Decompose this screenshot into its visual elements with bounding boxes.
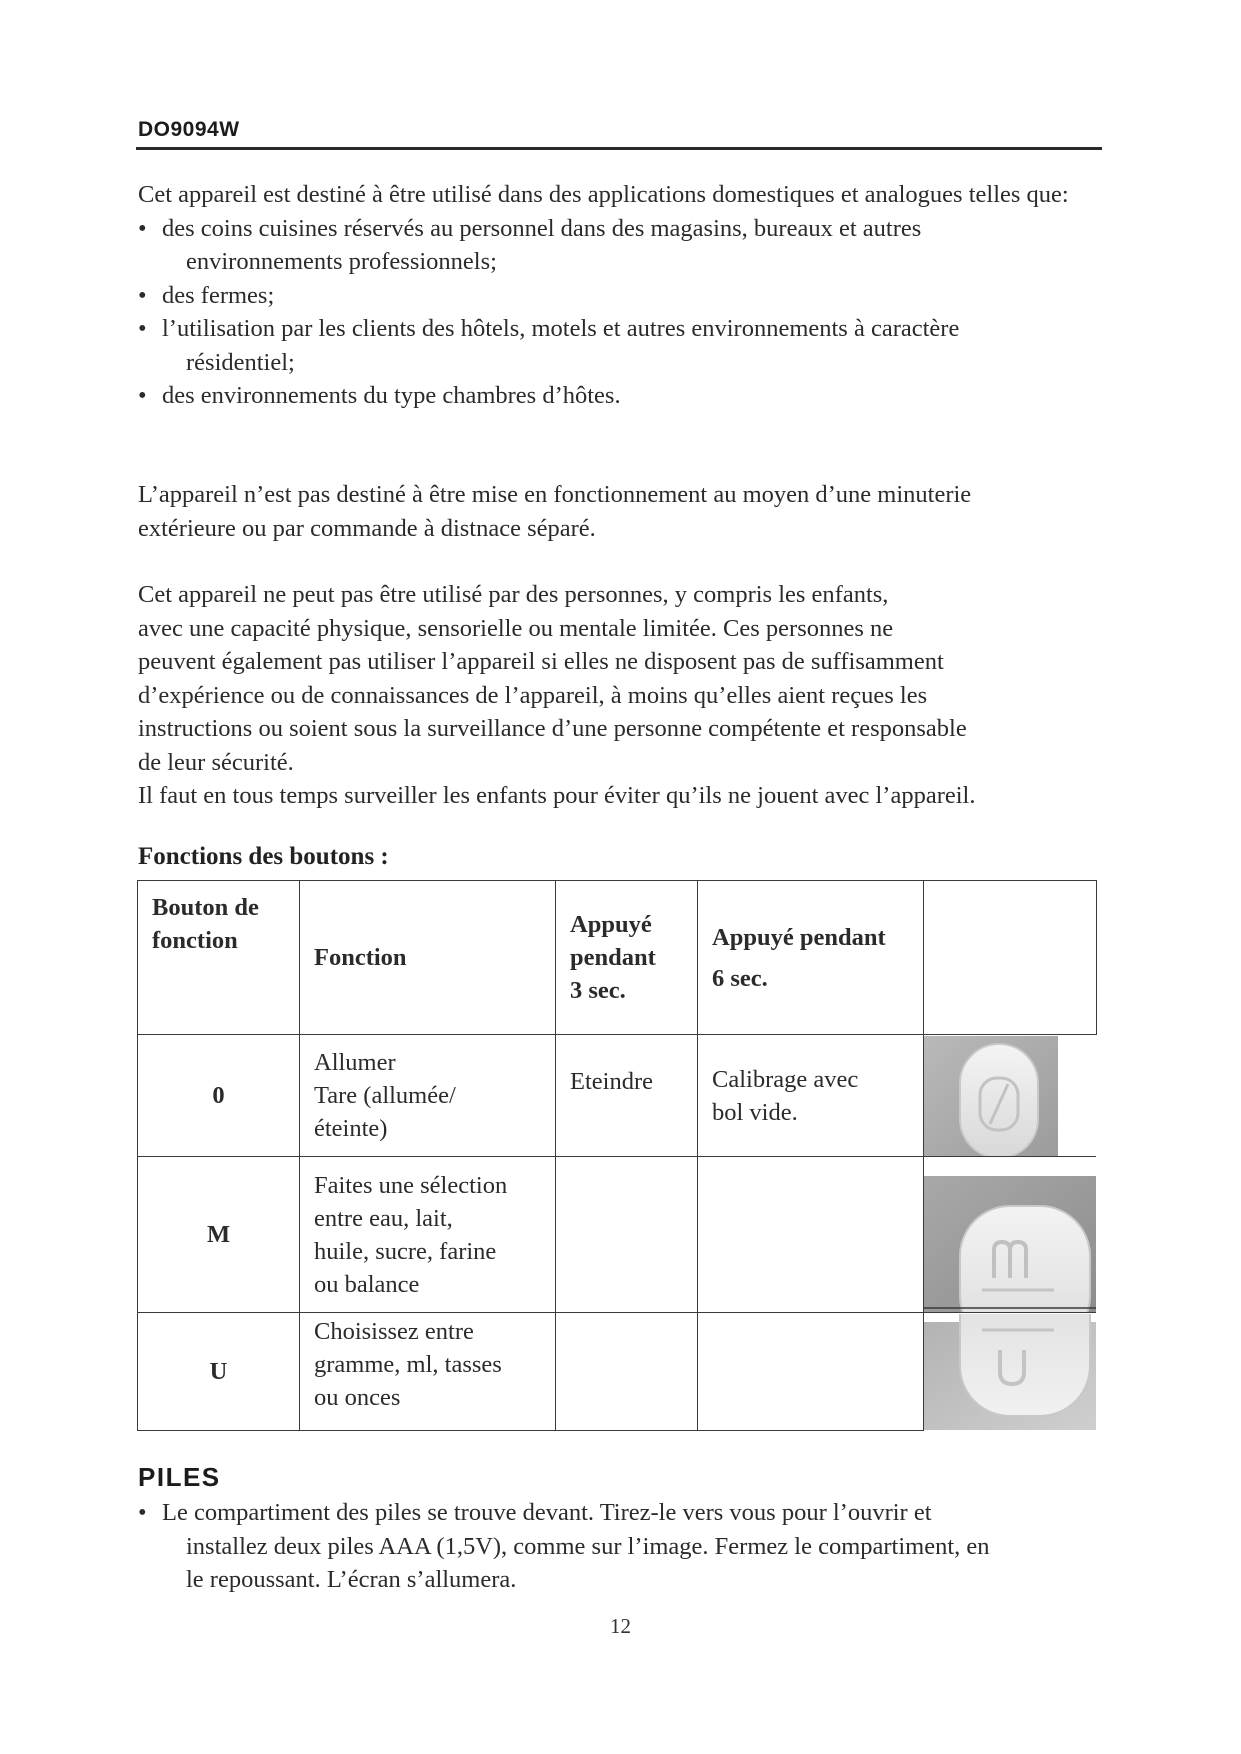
button-0-icon: [924, 1036, 1096, 1156]
press3-cell: [556, 1157, 698, 1313]
header-line: Appuyé: [570, 911, 652, 938]
bullet-continuation: résidentiel;: [186, 348, 295, 376]
button-key: 0: [138, 1035, 300, 1157]
batteries-section: [138, 1496, 1118, 1597]
intro-bullet: [138, 312, 1078, 379]
function-line: Tare (allumée/: [314, 1082, 456, 1109]
header-line: Appuyé pendant: [712, 923, 886, 951]
bullet-icon: •: [138, 382, 147, 409]
button-0-photo: [924, 1036, 1096, 1156]
bullet-continuation: environnements professionnels;: [186, 248, 497, 275]
button-image-cell: [924, 1313, 1097, 1431]
press6-cell: [698, 1313, 924, 1431]
bullet-icon: •: [138, 281, 147, 309]
table-header-row: [138, 881, 1097, 1035]
press3-cell: [556, 1313, 698, 1431]
intro-bullet: [138, 212, 1078, 279]
button-key: U: [138, 1313, 300, 1431]
press6-line: Calibrage avec: [712, 1065, 859, 1093]
text-line: avec une capacité physique, sensorielle ou mentale limitée. Ces personnes ne: [138, 614, 894, 642]
text-line: extérieure ou par commande à distnace séparé.: [138, 514, 596, 542]
button-functions-table: [137, 880, 1097, 1431]
header-press-6: [698, 881, 924, 1035]
header-button: [138, 881, 300, 1035]
function-line: ou balance: [314, 1270, 420, 1298]
function-line: huile, sucre, farine: [314, 1237, 497, 1265]
function-line: Choisissez entre: [314, 1318, 474, 1345]
bullet-continuation: le repoussant. L’écran s’allumera.: [186, 1566, 517, 1593]
header-line: Bouton de: [152, 894, 259, 921]
safety-paragraph: [138, 578, 1118, 813]
page-number: 12: [610, 1614, 631, 1638]
bullet-text: des fermes;: [162, 281, 275, 309]
header-line: pendant: [570, 944, 656, 971]
function-cell: [300, 1313, 556, 1431]
function-cell: [300, 1035, 556, 1157]
text-line: instructions ou soient sous la surveillance d’une personne compétente et responsable: [138, 715, 967, 742]
button-u-icon: [924, 1314, 1096, 1430]
header-line: 6 sec.: [712, 964, 768, 992]
button-m-icon: [924, 1158, 1096, 1312]
header-line: Fonction: [314, 944, 407, 971]
press6-line: bol vide.: [712, 1098, 798, 1126]
button-key: M: [138, 1157, 300, 1313]
header-line: fonction: [152, 927, 238, 954]
text-line: d’expérience ou de connaissances de l’appareil, à moins qu’elles aient reçues les: [138, 681, 928, 709]
function-line: éteinte): [314, 1115, 388, 1142]
bullet-icon: •: [138, 315, 147, 342]
press6-cell: [698, 1035, 924, 1157]
bullet-text: des coins cuisines réservés au personnel dans des magasins, bureaux et autres: [162, 214, 922, 242]
text-line: Il faut en tous temps surveiller les enfants pour éviter qu’ils ne jouent avec l’appareil.: [138, 782, 976, 809]
function-line: Faites une sélection: [314, 1171, 508, 1199]
header-function: [300, 881, 556, 1035]
bullet-text: l’utilisation par les clients des hôtels, motels et autres environnements à caractère: [162, 315, 960, 342]
text-line: Cet appareil ne peut pas être utilisé par des personnes, y compris les enfants,: [138, 581, 889, 608]
bullet-icon: •: [138, 1499, 147, 1526]
intro-section: [138, 178, 1078, 413]
press3-cell: Eteindre: [556, 1035, 698, 1157]
timer-paragraph: [138, 478, 1118, 545]
table-row: [138, 1035, 1097, 1157]
text-line: de leur sécurité.: [138, 748, 294, 776]
intro-bullet: [138, 379, 1078, 413]
button-u-photo: [924, 1314, 1096, 1430]
header-rule: [136, 147, 1102, 150]
press6-cell: [698, 1157, 924, 1313]
button-image-cell: [924, 1157, 1097, 1313]
intro-bullet: [138, 279, 1078, 313]
functions-heading: Fonctions des boutons :: [138, 843, 389, 870]
header-image: [924, 881, 1097, 1035]
text-line: L’appareil n’est pas destiné à être mise en fonctionnement au moyen d’une minuterie: [138, 481, 972, 508]
function-cell: [300, 1157, 556, 1313]
intro-lead: Cet appareil est destiné à être utilisé dans des applications domestiques et analogues telles que:: [138, 181, 1069, 208]
function-line: entre eau, lait,: [314, 1204, 453, 1232]
bullet-text: Le compartiment des piles se trouve devant. Tirez-le vers vous pour l’ouvrir et: [162, 1499, 932, 1526]
function-line: gramme, ml, tasses: [314, 1351, 502, 1378]
button-image-cell: [924, 1035, 1097, 1157]
header-line: 3 sec.: [570, 977, 626, 1004]
batteries-heading: PILES: [138, 1462, 221, 1492]
bullet-text: des environnements du type chambres d’hôtes.: [162, 382, 621, 409]
function-line: Allumer: [314, 1049, 396, 1076]
table-row: [138, 1157, 1097, 1313]
bullet-icon: •: [138, 214, 147, 242]
function-line: ou onces: [314, 1384, 401, 1411]
button-m-photo: [924, 1158, 1096, 1312]
model-number: DO9094W: [138, 118, 240, 141]
text-line: peuvent également pas utiliser l’appareil si elles ne disposent pas de suffisamment: [138, 648, 944, 675]
bullet-continuation: installez deux piles AAA (1,5V), comme sur l’image. Fermez le compartiment, en: [186, 1532, 990, 1560]
table-row: [138, 1313, 1097, 1431]
batteries-bullet: [138, 1496, 1118, 1597]
header-press-3: [556, 881, 698, 1035]
